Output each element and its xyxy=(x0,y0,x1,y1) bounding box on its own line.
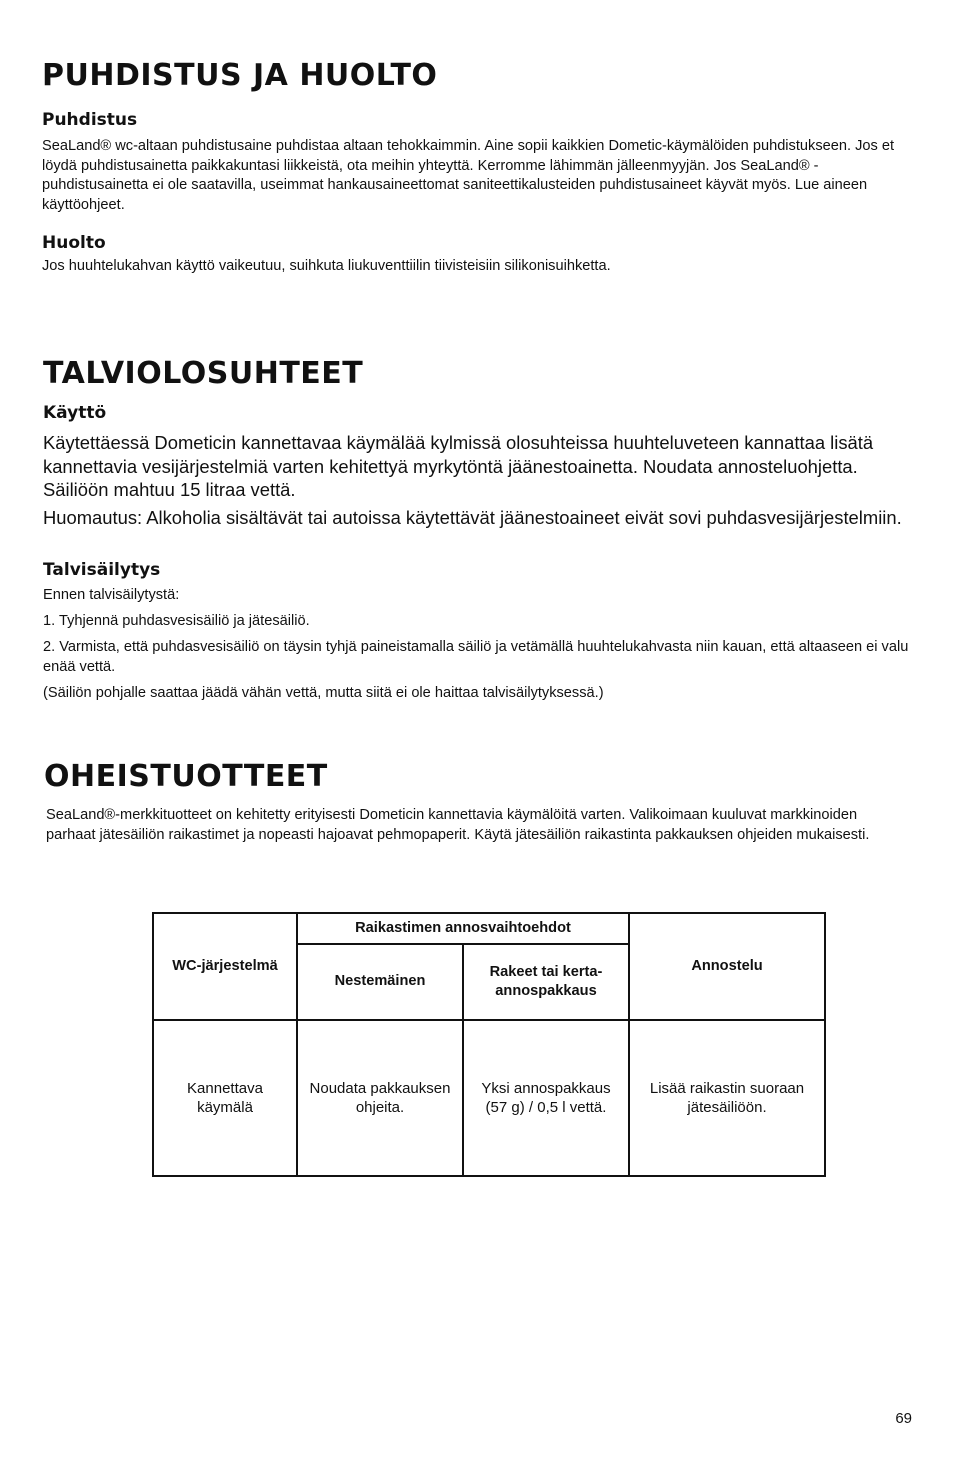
subheading-cleaning: Puhdistus xyxy=(42,110,138,130)
cell-dosage: Lisää raikastin suoraan jätesäiliöön. xyxy=(629,1020,825,1176)
table-row xyxy=(153,1020,825,1176)
header-tablets: Rakeet tai kerta-annospakkaus xyxy=(463,944,629,1020)
section-title-cleaning: PUHDISTUS JA HUOLTO xyxy=(42,58,438,93)
cell-system: Kannettava käymälä xyxy=(153,1020,297,1176)
cell-tablet: Yksi annospakkaus (57 g) / 0,5 l vettä. xyxy=(463,1020,629,1176)
subheading-winter-storage: Talvisäilytys xyxy=(43,560,161,580)
table-header-row xyxy=(153,913,825,944)
cell-liquid: Noudata pakkauksen ohjeita. xyxy=(297,1020,463,1176)
winter-storage-step-1: 1. Tyhjennä puhdasvesisäiliö ja jätesäiliö. xyxy=(43,613,310,629)
section-title-accessories: OHEISTUOTTEET xyxy=(44,759,328,794)
maintenance-paragraph: Jos huuhtelukahvan käyttö vaikeutuu, suihkuta liukuventtiilin tiivisteisiin silikonisuihketta. xyxy=(42,258,611,274)
winter-storage-note: (Säiliön pohjalle saattaa jäädä vähän vettä, mutta siitä ei ole haittaa talvisäilytyksessä.) xyxy=(43,685,604,701)
accessories-paragraph: SeaLand®-merkkituotteet on kehitetty erityisesti Dometicin kannettavia käymälöitä varten. Valikoimaan kuuluvat markkinoiden parhaat jätesäiliön raikastimet ja nopeasti hajoavat pehmopaperit. Käytä jätesäiliön raikastinta pakkauksen ohjeiden mukaisesti. xyxy=(46,807,870,843)
dosage-table xyxy=(152,912,826,1177)
header-dosage: Annostelu xyxy=(629,913,825,1020)
winter-storage-intro: Ennen talvisäilytystä: xyxy=(43,587,180,603)
cleaning-paragraph: SeaLand® wc-altaan puhdistusaine puhdistaa altaan tehokkaimmin. Aine sopii kaikkien Dometic-käymälöiden puhdistukseen. Jos et löydä puhdistusainetta paikkakuntasi liikkeistä, ota meihin yhteyttä. Kerromme lähimmän jälleenmyyjän. Jos SeaLand® -puhdistusainetta ei ole saatavilla, useimmat hankausaineettomat saniteettikalusteiden puhdistusaineet käyvät myös. Lue aineen käyttöohjeet. xyxy=(42,138,895,213)
header-liquid: Nestemäinen xyxy=(297,944,463,1020)
subheading-usage: Käyttö xyxy=(43,403,107,423)
page-number: 69 xyxy=(895,1410,912,1427)
header-wc-system: WC-järjestelmä xyxy=(153,913,297,1020)
winter-storage-step-2: 2. Varmista, että puhdasvesisäiliö on täysin tyhjä paineistamalla säiliö ja vetämällä huuhtelukahvasta niin kauan, että altaaseen ei valu enää vettä. xyxy=(43,639,909,675)
section-title-winter: TALVIOLOSUHTEET xyxy=(43,356,364,391)
header-freshener-options: Raikastimen annosvaihtoehdot xyxy=(297,913,629,944)
subheading-maintenance: Huolto xyxy=(42,233,106,253)
usage-note: Huomautus: Alkoholia sisältävät tai autoissa käytettävät jäänestoaineet eivät sovi puhdasvesijärjestelmiin. xyxy=(43,507,902,528)
usage-paragraph: Käytettäessä Dometicin kannettavaa käymälää kylmissä olosuhteissa huuhteluveteen kannattaa lisätä kannettavia vesijärjestelmiä varten kehitettyä myrkytöntä jäänestoainetta. Noudata annosteluohjetta. Säiliöön mahtuu 15 litraa vettä. xyxy=(43,432,874,500)
